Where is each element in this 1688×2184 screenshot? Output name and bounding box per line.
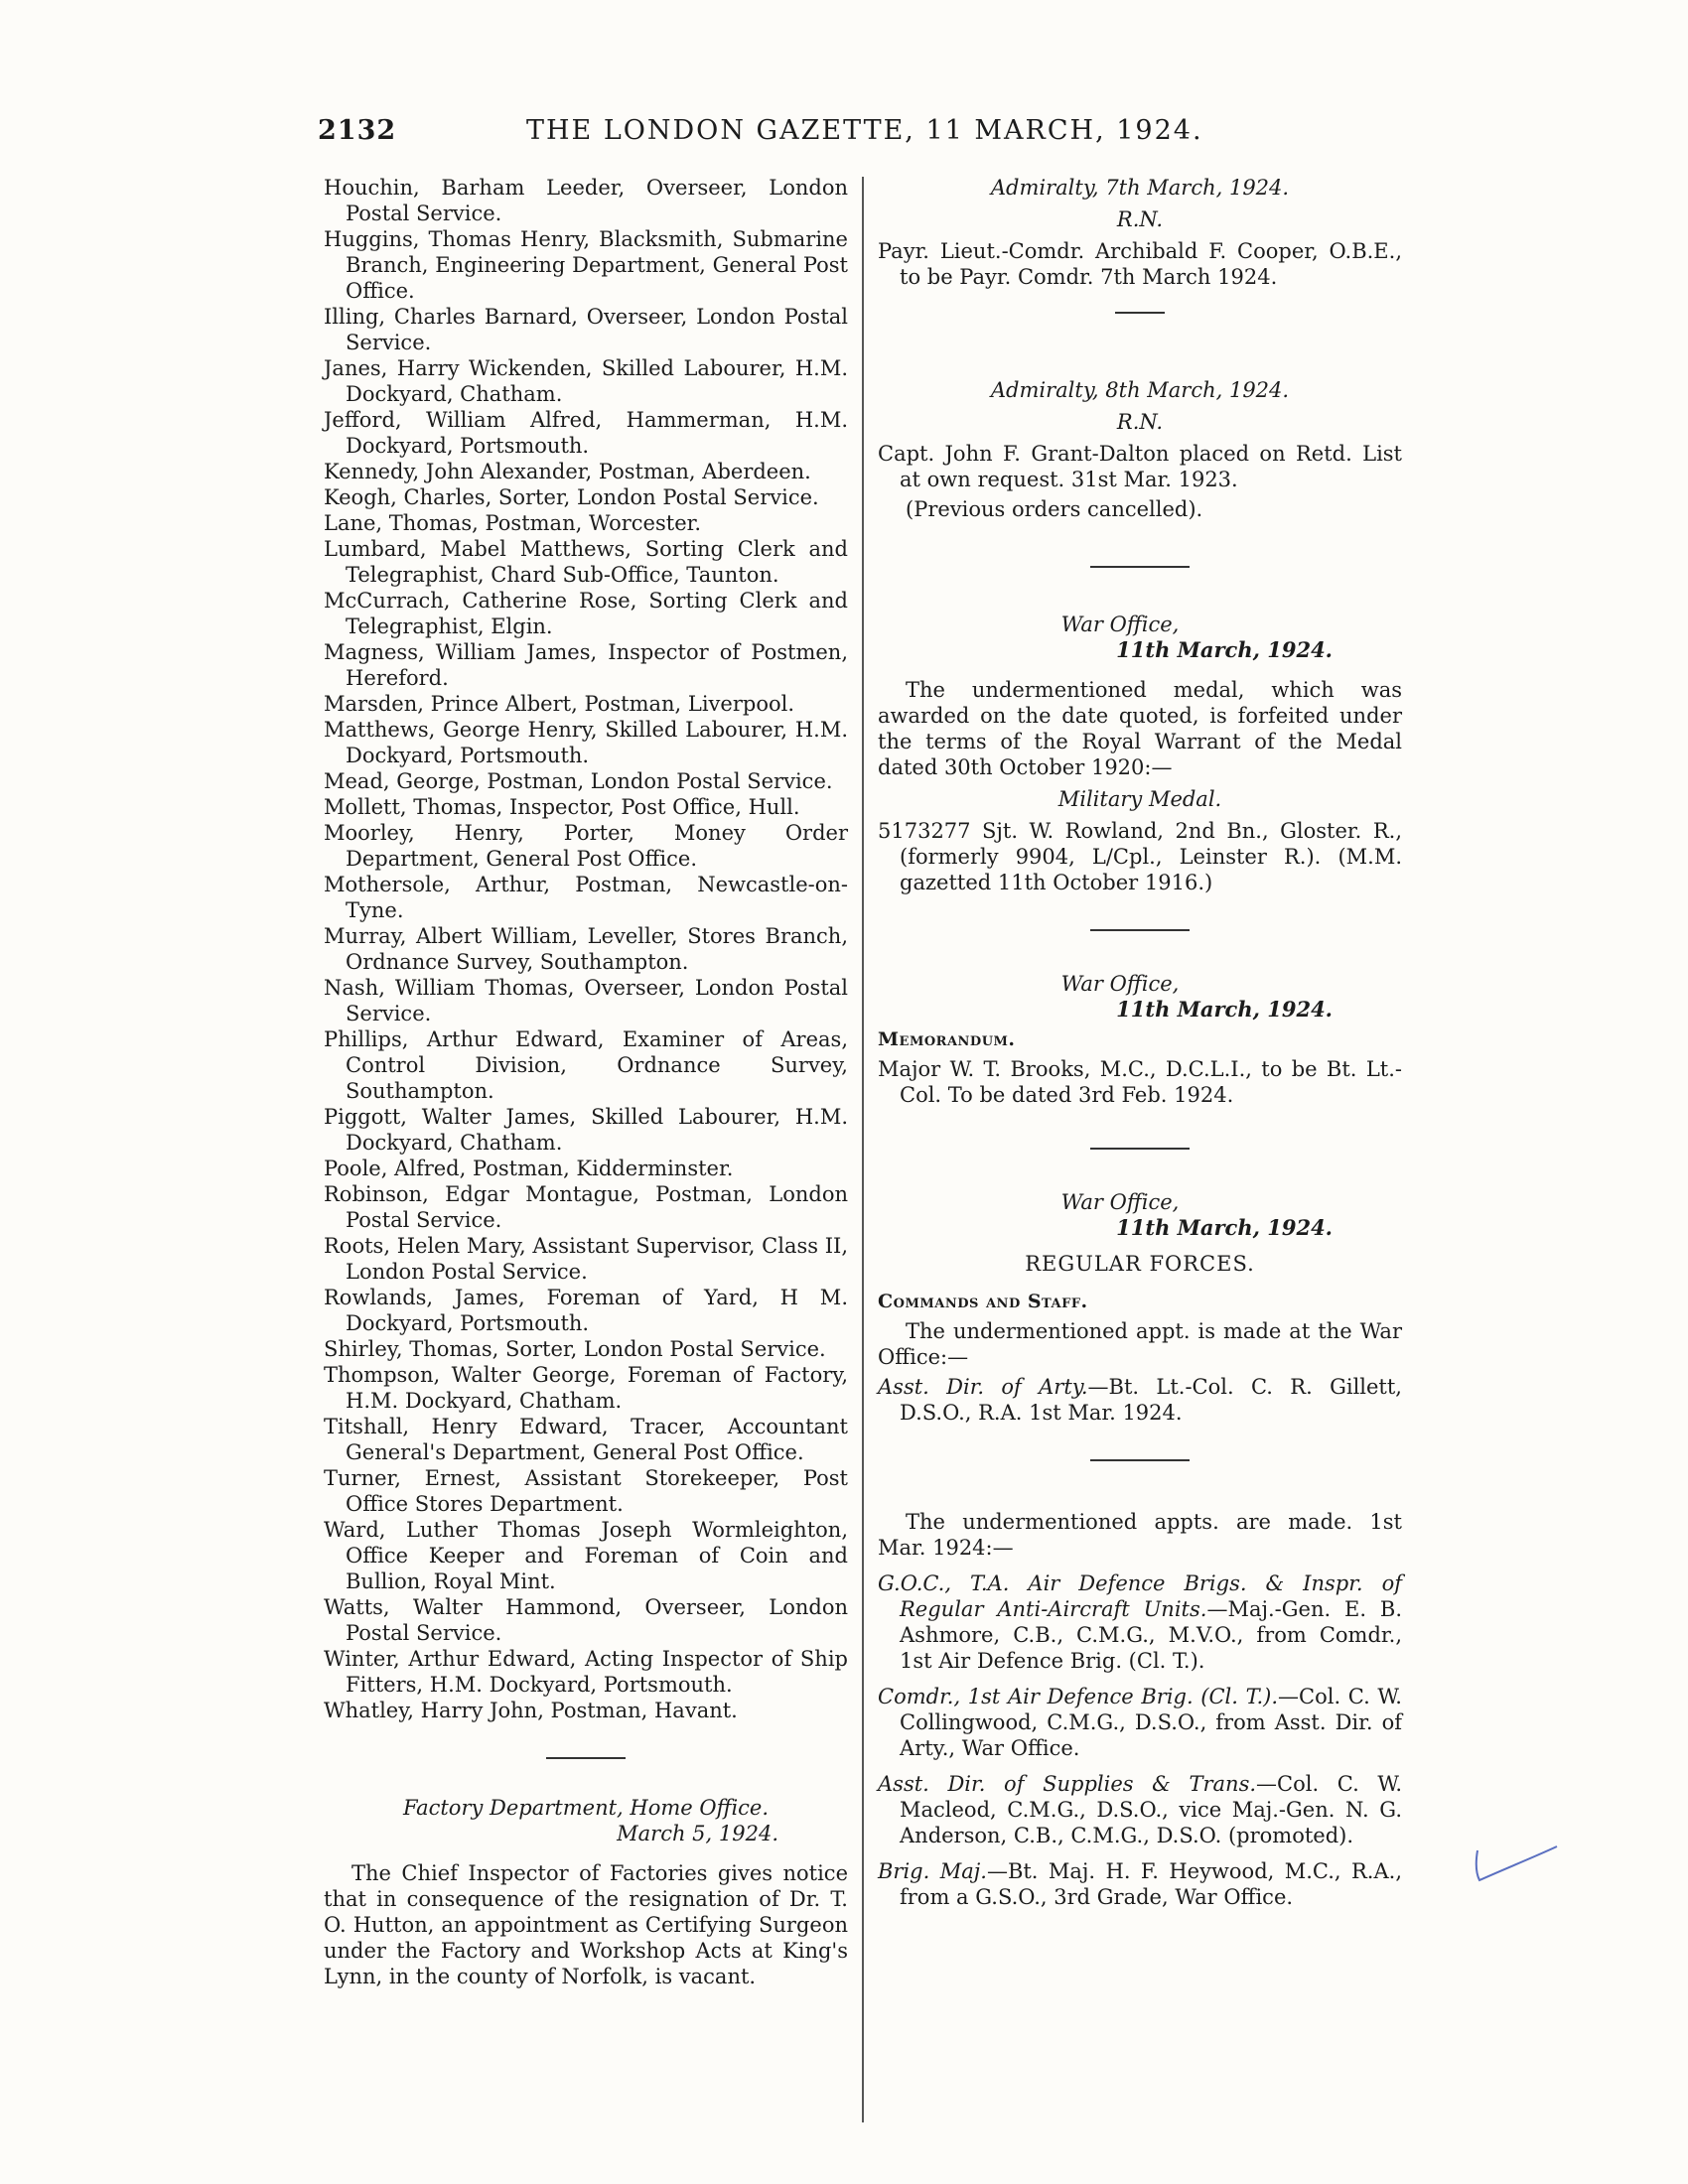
admiralty-8-notice: Capt. John F. Grant-Dalton placed on Retd. List at own request. 31st Mar. 1923.	[878, 442, 1402, 491]
factory-heading: Factory Department, Home Office.	[402, 1796, 770, 1820]
appointment-title: G.O.C., T.A. Air Defence Brigs. & Inspr. of Regular Anti-Aircraft Units.	[878, 1571, 1402, 1621]
admiralty-7-notice: Payr. Lieut.-Comdr. Archibald F. Cooper, O.B.E., to be Payr. Comdr. 7th March 1924.	[878, 239, 1402, 289]
memorandum-notice: Major W. T. Brooks, M.C., D.C.L.I., to be Bt. Lt.-Col. To be dated 3rd Feb. 1924.	[878, 1057, 1402, 1107]
appointment-body: —Bt. Maj. H. F. Heywood, M.C., R.A., from a G.S.O., 3rd Grade, War Office.	[900, 1859, 1402, 1909]
pencil-tick-mark	[1472, 1844, 1561, 1884]
appointment-entry	[878, 1771, 1402, 1848]
appt-title: Asst. Dir. of Arty.	[878, 1375, 1088, 1399]
appointment-title: Comdr., 1st Air Defence Brig. (Cl. T.).	[878, 1685, 1279, 1708]
appointment-title: Asst. Dir. of Supplies & Trans.	[878, 1772, 1257, 1796]
award-entry: Thompson, Walter George, Foreman of Factory, H.M. Dockyard, Chatham.	[324, 1363, 848, 1413]
left-column	[324, 175, 848, 1989]
award-entry: Magness, William James, Inspector of Postmen, Hereford.	[324, 640, 848, 690]
award-entry: Winter, Arthur Edward, Acting Inspector of Ship Fitters, H.M. Dockyard, Portsmouth.	[324, 1647, 848, 1697]
award-entry: Matthews, George Henry, Skilled Labourer, H.M. Dockyard, Portsmouth.	[324, 718, 848, 767]
award-entry: Mothersole, Arthur, Postman, Newcastle-on-Tyne.	[324, 873, 848, 922]
award-entry: Shirley, Thomas, Sorter, London Postal Service.	[324, 1337, 826, 1361]
admiralty-8-heading: Admiralty, 8th March, 1924.	[990, 378, 1290, 402]
admiralty-8-service: R.N.	[1116, 410, 1164, 434]
page-number: 2132	[318, 115, 397, 146]
right-column	[878, 175, 1402, 1910]
award-entry: Houchin, Barham Leeder, Overseer, London Postal Service.	[324, 176, 848, 225]
award-entry: Moorley, Henry, Porter, Money Order Department, General Post Office.	[324, 821, 848, 871]
award-entry: McCurrach, Catherine Rose, Sorting Clerk and Telegraphist, Elgin.	[324, 589, 848, 638]
award-entry: Mollett, Thomas, Inspector, Post Office, Hull.	[324, 795, 800, 819]
war-office-2-heading: War Office,	[1060, 972, 1180, 996]
award-entry: Robinson, Edgar Montague, Postman, London Postal Service.	[324, 1182, 848, 1232]
award-entry: Janes, Harry Wickenden, Skilled Labourer, H.M. Dockyard, Chatham.	[324, 356, 848, 406]
medal-notice: The undermentioned medal, which was awarded on the date quoted, is forfeited under the terms of the Royal Warrant of the Medal dated 30th October 1920:—	[878, 678, 1402, 779]
war-office-3-heading: War Office,	[1060, 1190, 1180, 1214]
appts-intro: The undermentioned appts. are made. 1st Mar. 1924:—	[878, 1510, 1402, 1560]
appt-entry	[878, 1374, 1402, 1426]
column-divider	[862, 177, 864, 2122]
factory-date: March 5, 1924.	[617, 1822, 778, 1845]
award-entry: Roots, Helen Mary, Assistant Supervisor, Class II, London Postal Service.	[324, 1234, 848, 1284]
medal-entry: 5173277 Sjt. W. Rowland, 2nd Bn., Gloster. R., (formerly 9904, L/Cpl., Leinster R.). (M.M. gazetted 11th October 1916.)	[878, 819, 1402, 894]
admiralty-7-service: R.N.	[1116, 207, 1164, 231]
admiralty-7-heading: Admiralty, 7th March, 1924.	[990, 176, 1290, 200]
medal-type: Military Medal.	[1057, 787, 1222, 811]
appointment-body: —Maj.-Gen. E. B. Ashmore, C.B., C.M.G., M.V.O., from Comdr., 1st Air Defence Brig. (Cl. T.).	[900, 1597, 1403, 1673]
war-office-2-date: 11th March, 1924.	[1116, 997, 1333, 1022]
appts-list	[878, 1570, 1402, 1910]
admiralty-8-note: (Previous orders cancelled).	[906, 497, 1203, 521]
appt-body: —Bt. Lt.-Col. C. R. Gillett, D.S.O., R.A. 1st Mar. 1924.	[900, 1375, 1402, 1425]
award-entry: Poole, Alfred, Postman, Kidderminster.	[324, 1157, 734, 1180]
award-entry: Nash, William Thomas, Overseer, London Postal Service.	[324, 976, 848, 1025]
award-entry: Lumbard, Mabel Matthews, Sorting Clerk and Telegraphist, Chard Sub-Office, Taunton.	[324, 537, 848, 587]
war-office-1-heading: War Office,	[1060, 613, 1180, 636]
appointment-entry	[878, 1684, 1402, 1761]
award-entry: Watts, Walter Hammond, Overseer, London Postal Service.	[324, 1595, 848, 1645]
memorandum-label: Memorandum.	[878, 1028, 1016, 1050]
award-entry: Huggins, Thomas Henry, Blacksmith, Submarine Branch, Engineering Department, General Post Office.	[324, 227, 848, 303]
award-entry: Murray, Albert William, Leveller, Stores Branch, Ordnance Survey, Southampton.	[324, 924, 848, 974]
appointment-entry	[878, 1858, 1402, 1910]
award-entry: Piggott, Walter James, Skilled Labourer, H.M. Dockyard, Chatham.	[324, 1105, 848, 1155]
appointment-entry	[878, 1570, 1402, 1674]
gazette-title: THE LONDON GAZETTE, 11 MARCH, 1924.	[526, 115, 1203, 146]
award-entry: Jefford, William Alfred, Hammerman, H.M. Dockyard, Portsmouth.	[324, 408, 848, 458]
page-header	[0, 109, 1688, 159]
appointment-title: Brig. Maj.	[878, 1859, 987, 1883]
appointment-body: —Col. C. W. Collingwood, C.M.G., D.S.O., from Asst. Dir. of Arty., War Office.	[900, 1685, 1402, 1760]
award-entry: Rowlands, James, Foreman of Yard, H M. Dockyard, Portsmouth.	[324, 1286, 848, 1335]
award-entry: Phillips, Arthur Edward, Examiner of Areas, Control Division, Ordnance Survey, Southampton.	[324, 1027, 848, 1103]
award-list	[324, 175, 848, 1723]
award-entry: Turner, Ernest, Assistant Storekeeper, Post Office Stores Department.	[324, 1466, 848, 1516]
commands-label: Commands and Staff.	[878, 1291, 1088, 1312]
factory-notice: The Chief Inspector of Factories gives notice that in consequence of the resignation of Dr. T. O. Hutton, an appointment as Certifying Surgeon under the Factory and Workshop Acts at King's Lynn, in the county of Norfolk, is vacant.	[324, 1861, 848, 1988]
appt-intro: The undermentioned appt. is made at the War Office:—	[878, 1319, 1402, 1369]
appointment-body: —Col. C. W. Macleod, C.M.G., D.S.O., vice Maj.-Gen. N. G. Anderson, C.B., C.M.G., D.S.O. (promoted).	[900, 1772, 1402, 1847]
regular-forces-heading: REGULAR FORCES.	[1025, 1252, 1255, 1276]
award-entry: Whatley, Harry John, Postman, Havant.	[324, 1699, 738, 1722]
award-entry: Titshall, Henry Edward, Tracer, Accountant General's Department, General Post Office.	[324, 1415, 848, 1464]
war-office-1-date: 11th March, 1924.	[1116, 637, 1333, 662]
war-office-3-date: 11th March, 1924.	[1116, 1215, 1333, 1240]
award-entry: Lane, Thomas, Postman, Worcester.	[324, 511, 702, 535]
award-entry: Ward, Luther Thomas Joseph Wormleighton, Office Keeper and Foreman of Coin and Bullion, Royal Mint.	[324, 1518, 848, 1593]
award-entry: Keogh, Charles, Sorter, London Postal Service.	[324, 485, 819, 509]
award-entry: Marsden, Prince Albert, Postman, Liverpool.	[324, 692, 794, 716]
award-entry: Kennedy, John Alexander, Postman, Aberdeen.	[324, 460, 811, 483]
award-entry: Mead, George, Postman, London Postal Service.	[324, 769, 833, 793]
award-entry: Illing, Charles Barnard, Overseer, London Postal Service.	[324, 305, 848, 354]
